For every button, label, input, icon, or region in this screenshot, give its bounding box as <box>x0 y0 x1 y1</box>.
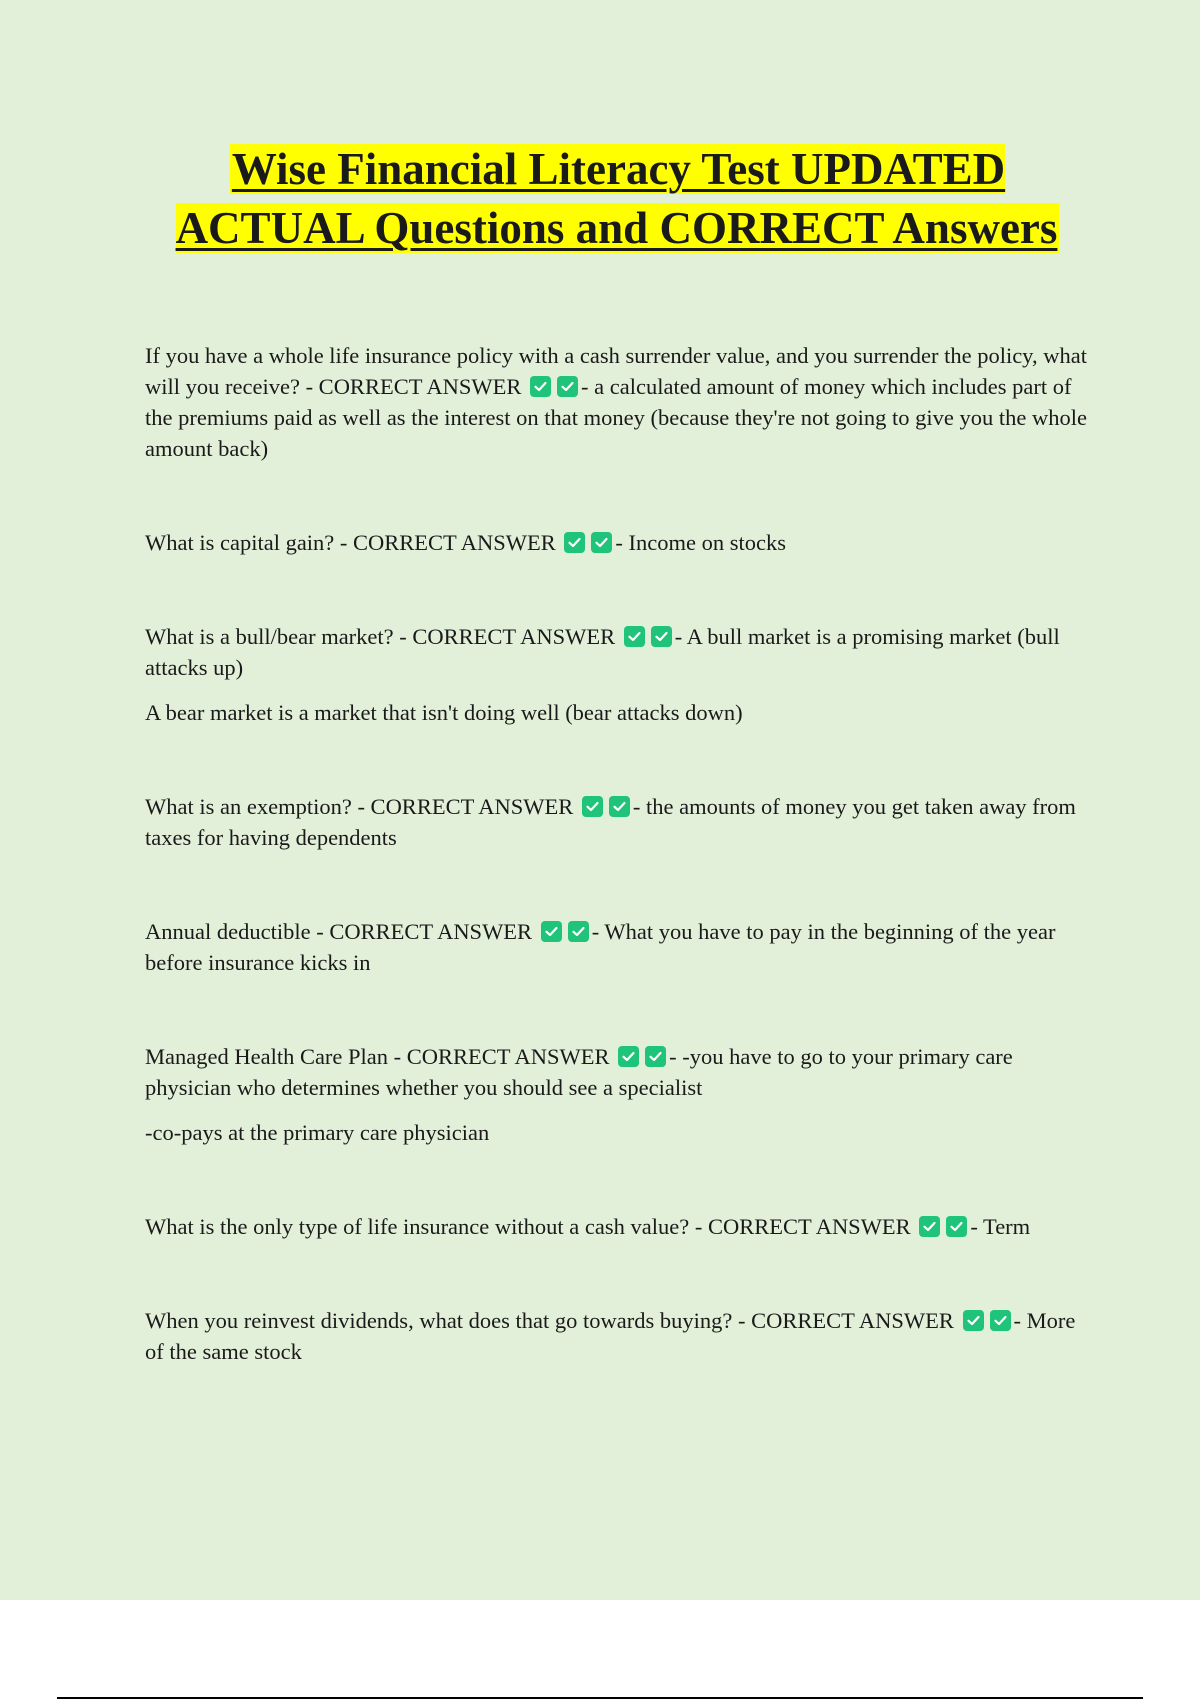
question-text: If you have a whole life insurance policy with a cash surrender value, and you surrender the policy, what will you receive? <box>145 343 1087 399</box>
check-box-icon <box>946 1216 967 1237</box>
answer-text: - More of the same stock <box>145 1308 1076 1364</box>
qa-list <box>145 340 1090 1430</box>
answer-text: - the amounts of money you get taken away from taxes for having dependents <box>145 794 1076 850</box>
title-highlight: Wise Financial Literacy Test UPDATED ACTUAL Questions and CORRECT Answers <box>175 144 1058 253</box>
answer-marker: - CORRECT ANSWER <box>339 530 556 555</box>
answer-marker: - CORRECT ANSWER <box>738 1308 954 1333</box>
answer-text: - a calculated amount of money which includes part of the premiums paid as well as the interest on that money (because they're not going to give you the whole amount back) <box>145 374 1087 461</box>
qa-item <box>145 916 1090 978</box>
answer-marker: - CORRECT ANSWER <box>393 1044 610 1069</box>
answer-text: - Income on stocks <box>615 530 786 555</box>
qa-line <box>145 1041 1090 1103</box>
qa-line <box>145 1211 1090 1242</box>
question-text: What is capital gain? <box>145 530 335 555</box>
check-box-icon <box>609 796 630 817</box>
answer-text: - What you have to pay in the beginning of the year before insurance kicks in <box>145 919 1056 975</box>
qa-item <box>145 527 1090 558</box>
check-box-icon <box>582 796 603 817</box>
qa-item <box>145 340 1090 464</box>
check-box-icon <box>651 626 672 647</box>
check-box-icon <box>624 626 645 647</box>
qa-line <box>145 527 1090 558</box>
qa-line <box>145 1305 1090 1367</box>
qa-line <box>145 916 1090 978</box>
answer-marker: - CORRECT ANSWER <box>316 919 533 944</box>
answer-extra-text: A bear market is a market that isn't doing well (bear attacks down) <box>145 700 743 725</box>
answer-text: - Term <box>970 1214 1031 1239</box>
question-text: What is a bull/bear market? <box>145 624 394 649</box>
qa-item <box>145 1041 1090 1148</box>
check-box-icon <box>919 1216 940 1237</box>
question-text: Managed Health Care Plan <box>145 1044 389 1069</box>
answer-extra-text: -co-pays at the primary care physician <box>145 1120 490 1145</box>
answer-marker: - CORRECT ANSWER <box>399 624 616 649</box>
answer-marker: - CORRECT ANSWER <box>305 374 522 399</box>
check-box-icon <box>564 532 585 553</box>
answer-text: - -you have to go to your primary care physician who determines whether you should see a specialist <box>145 1044 1013 1100</box>
footer-divider <box>57 1697 1143 1699</box>
title-block <box>145 140 1090 258</box>
check-box-icon <box>963 1310 984 1331</box>
qa-item <box>145 621 1090 728</box>
qa-line <box>145 340 1090 464</box>
question-text: What is an exemption? <box>145 794 352 819</box>
check-box-icon <box>557 376 578 397</box>
qa-line <box>145 791 1090 853</box>
question-text: When you reinvest dividends, what does that go towards buying? <box>145 1308 733 1333</box>
check-box-icon <box>530 376 551 397</box>
check-box-icon <box>618 1046 639 1067</box>
qa-item <box>145 1305 1090 1367</box>
check-box-icon <box>591 532 612 553</box>
qa-item <box>145 791 1090 853</box>
question-text: Annual deductible <box>145 919 311 944</box>
check-box-icon <box>541 921 562 942</box>
answer-marker: - CORRECT ANSWER <box>357 794 574 819</box>
question-text: What is the only type of life insurance without a cash value? <box>145 1214 690 1239</box>
answer-text: - A bull market is a promising market (bull attacks up) <box>145 624 1060 680</box>
qa-line <box>145 621 1090 683</box>
check-box-icon <box>645 1046 666 1067</box>
check-box-icon <box>568 921 589 942</box>
answer-marker: - CORRECT ANSWER <box>694 1214 911 1239</box>
document-title <box>145 140 1090 258</box>
qa-item <box>145 1211 1090 1242</box>
check-box-icon <box>990 1310 1011 1331</box>
